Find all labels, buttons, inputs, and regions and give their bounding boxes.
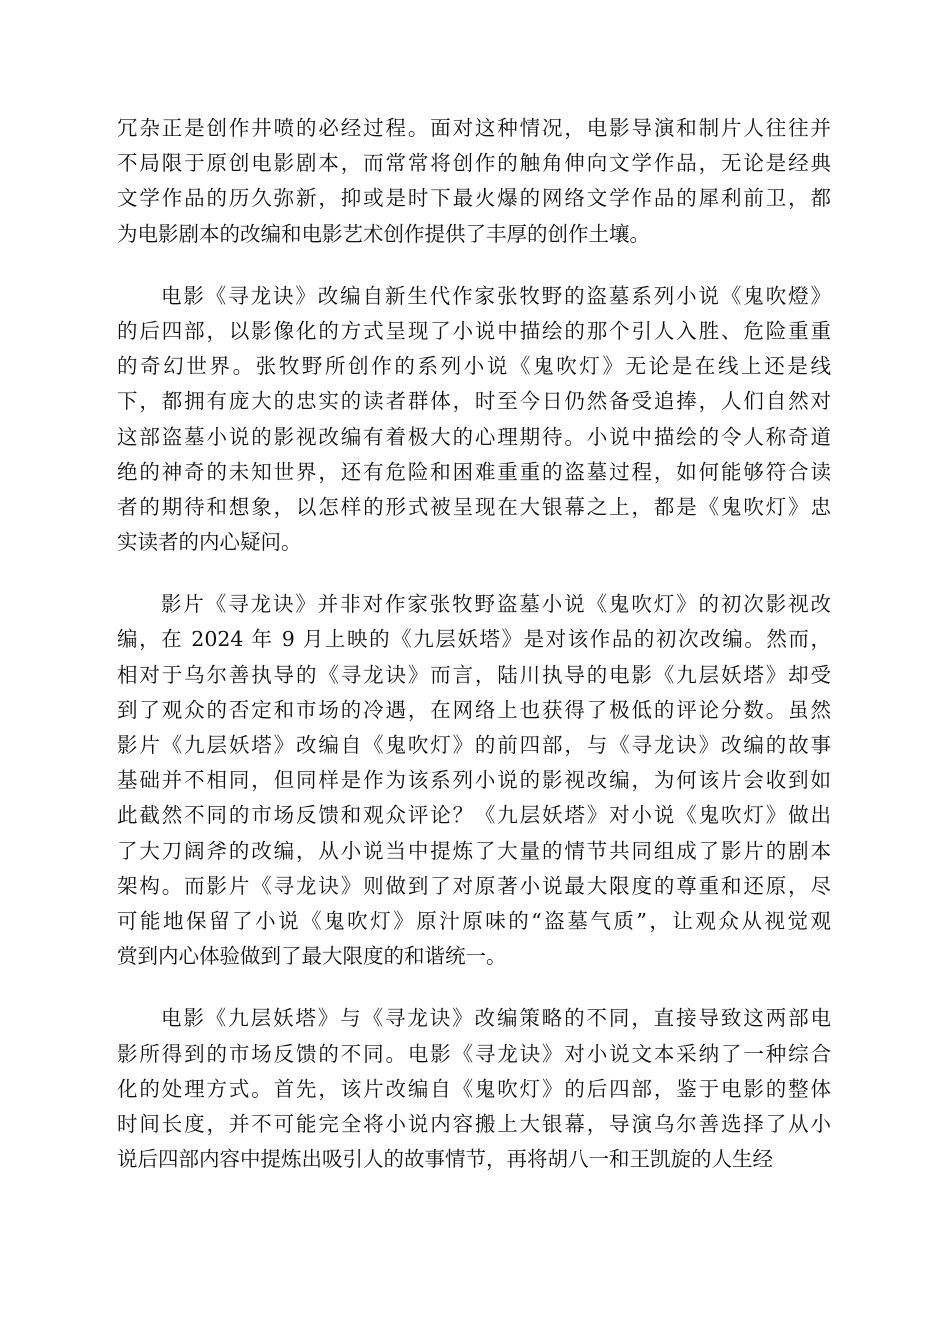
paragraph-line: 化的处理方式。首先，该片改编自《鬼吹灯》的后四部，鉴于电影的整体 <box>117 1076 831 1101</box>
paragraph-line: 赏到内心体验做到了最大限度的和谐统一。 <box>117 944 507 969</box>
paragraph <box>117 587 831 974</box>
paragraph-line: 者的期待和想象，以怎样的形式被呈现在大银幕之上，都是《鬼吹灯》忠 <box>117 494 831 519</box>
paragraph-line: 到了观众的否定和市场的冷遇，在网络上也获得了极低的评论分数。虽然 <box>117 697 831 722</box>
paragraph-line: 编，在 2024 年 9 月上映的《九层妖塔》是对该作品的初次改编。然而， <box>117 627 831 652</box>
paragraph-line: 不局限于原创电影剧本，而常常将创作的触角伸向文学作品，无论是经典 <box>117 151 831 176</box>
paragraph-line: 绝的神奇的未知世界，还有危险和困难重重的盗墓过程，如何能够符合读 <box>117 459 831 484</box>
paragraph-line: 下，都拥有庞大的忠实的读者群体，时至今日仍然备受追捧，人们自然对 <box>117 389 831 414</box>
paragraph-line: 影片《九层妖塔》改编自《鬼吹灯》的前四部，与《寻龙诀》改编的故事 <box>117 733 831 757</box>
paragraph-line: 相对于乌尔善执导的《寻龙诀》而言，陆川执导的电影《九层妖塔》却受 <box>117 662 831 687</box>
paragraph-line: 了大刀阔斧的改编，从小说当中提炼了大量的情节共同组成了影片的剧本 <box>117 838 831 863</box>
paragraph-line: 冗杂正是创作井喷的必经过程。面对这种情况，电影导演和制片人往往并 <box>117 116 831 140</box>
paragraph-line: 这部盗墓小说的影视改编有着极大的心理期待。小说中描绘的令人称奇道 <box>117 424 831 449</box>
paragraph-line: 电影《九层妖塔》与《寻龙诀》改编策略的不同，直接导致这两部电 <box>161 1006 831 1031</box>
paragraph-line: 说后四部内容中提炼出吸引人的故事情节，再将胡八一和王凯旋的人生经 <box>117 1147 773 1172</box>
paragraph-line: 影片《寻龙诀》并非对作家张牧野盗墓小说《鬼吹灯》的初次影视改 <box>161 592 831 617</box>
paragraph-line: 影所得到的市场反馈的不同。电影《寻龙诀》对小说文本采纳了一种综合 <box>117 1041 831 1066</box>
paragraph-line: 的后四部，以影像化的方式呈现了小说中描绘的那个引人入胜、危险重重 <box>117 318 831 343</box>
paragraph-line: 电影《寻龙诀》改编自新生代作家张牧野的盗墓系列小说《鬼吹燈》 <box>161 283 831 308</box>
document-body <box>117 111 831 1204</box>
paragraph-line: 的奇幻世界。张牧野所创作的系列小说《鬼吹灯》无论是在线上还是线 <box>117 354 831 379</box>
paragraph-line: 基础并不相同，但同样是作为该系列小说的影视改编，为何该片会收到如 <box>117 768 831 793</box>
paragraph-line: 时间长度，并不可能完全将小说内容搬上大银幕，导演乌尔善选择了从小 <box>117 1111 831 1136</box>
paragraph-line: 此截然不同的市场反馈和观众评论？《九层妖塔》对小说《鬼吹灯》做出 <box>117 803 831 828</box>
paragraph-line: 架构。而影片《寻龙诀》则做到了对原著小说最大限度的尊重和还原，尽 <box>117 873 831 898</box>
paragraph <box>117 279 831 561</box>
paragraph-line: 为电影剧本的改编和电影艺术创作提供了丰厚的创作土壤。 <box>117 221 650 246</box>
paragraph-line: 文学作品的历久弥新，抑或是时下最火爆的网络文学作品的犀利前卫，都 <box>117 186 831 211</box>
paragraph-line: 可能地保留了小说《鬼吹灯》原汁原味的“盗墓气质”，让观众从视觉观 <box>117 908 831 933</box>
paragraph-line: 实读者的内心疑问。 <box>117 530 302 555</box>
paragraph <box>117 111 831 252</box>
paragraph <box>117 1001 831 1177</box>
